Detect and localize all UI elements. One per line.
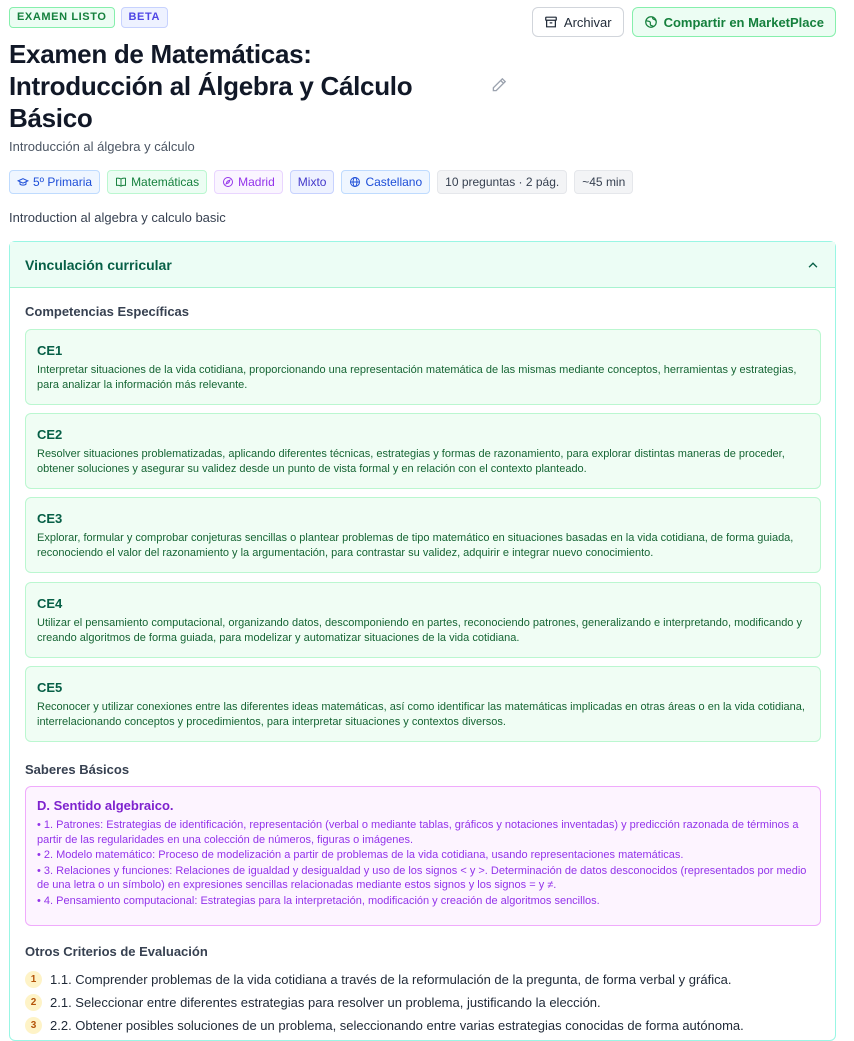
- globe-icon: [349, 176, 361, 188]
- saberes-title: Saberes Básicos: [25, 762, 130, 777]
- archive-button[interactable]: [532, 7, 624, 37]
- competencia-card: [25, 582, 821, 658]
- curricular-panel: [9, 241, 836, 1041]
- exam-description: Introduction al algebra y calculo basic: [9, 210, 226, 225]
- criterio-number: 3: [25, 1017, 42, 1034]
- saber-item: • 3. Relaciones y funciones: Relaciones de igualdad y desigualdad y uso de los signos < y >. Determinación de datos desconocidos (representados por medio de una letra o un símbolo) en expresiones sencillas relacionadas mediante estos signos y los signos = y ≠.: [37, 864, 807, 891]
- type-tag-label: Mixto: [297, 175, 327, 189]
- compass-icon: [222, 176, 234, 188]
- competencia-code: CE2: [37, 427, 63, 442]
- book-icon: [115, 176, 127, 188]
- curricular-panel-header[interactable]: [10, 242, 835, 288]
- competencia-card: [25, 413, 821, 489]
- criterio-text: 2.1. Seleccionar entre diferentes estrategias para resolver un problema, justificando la elección.: [50, 995, 601, 1010]
- criterio-item: [25, 968, 821, 991]
- grade-tag-label: 5º Primaria: [33, 175, 93, 189]
- exam-ready-badge: EXAMEN LISTO: [9, 7, 115, 28]
- subject-tag: [107, 170, 207, 194]
- saber-item: • 1. Patrones: Estrategias de identificación, representación (verbal o mediante tablas, gráficos y notaciones inventadas) y predicción razonada de términos a partir de las regularidades en una colección de números, figuras o imágenes.: [37, 819, 799, 846]
- region-tag: [214, 170, 283, 194]
- criterio-number: 1: [25, 971, 42, 988]
- header-actions: [532, 7, 836, 37]
- competencia-text: Reconocer y utilizar conexiones entre las diferentes ideas matemáticas, así como identificar las matemáticas implicadas en otras áreas o en la vida cotidiana, interrelacionando conceptos y procedimientos, para interpretar situaciones y contextos diversos.: [37, 701, 805, 728]
- criterio-item: [25, 1014, 821, 1037]
- questions-tag: [437, 170, 567, 194]
- graduation-cap-icon: [17, 176, 29, 188]
- criterio-item: [25, 991, 821, 1014]
- criterio-text: 2.2. Obtener posibles soluciones de un problema, seleccionando entre varias estrategias conocidas de forma autónoma.: [50, 1018, 744, 1033]
- saber-item: • 2. Modelo matemático: Proceso de modelización a partir de problemas de la vida cotidiana, usando representaciones matemáticas.: [37, 849, 684, 861]
- competencia-text: Resolver situaciones problematizadas, aplicando diferentes técnicas, estrategias y formas de razonamiento, para explorar distintas maneras de proceder, obtener soluciones y asegurar su validez desde un punto de vista formal y en relación con el contexto planteado.: [37, 448, 785, 475]
- archive-label: Archivar: [563, 14, 612, 30]
- exam-title-line-2: Introducción al Álgebra y Cálculo: [9, 71, 413, 101]
- duration-tag-label: ~45 min: [582, 175, 626, 189]
- language-tag: [341, 170, 430, 194]
- language-tag-label: Castellano: [365, 175, 423, 189]
- competencia-code: CE4: [37, 596, 63, 611]
- exam-tags: [9, 170, 633, 194]
- saberes-block-title: D. Sentido algebraico.: [37, 798, 174, 813]
- share-marketplace-button[interactable]: [632, 7, 836, 37]
- top-bar: [9, 7, 836, 39]
- status-badges: [9, 7, 168, 28]
- curricular-panel-title: Vinculación curricular: [25, 256, 172, 273]
- grade-tag: [9, 170, 100, 194]
- type-tag: [290, 170, 335, 194]
- chevron-up-icon[interactable]: [806, 258, 820, 272]
- archive-icon: [544, 15, 558, 29]
- exam-title-line-1: Examen de Matemáticas:: [9, 39, 312, 69]
- saberes-card: [25, 786, 821, 926]
- criterios-list: [25, 968, 821, 1037]
- exam-title: [9, 38, 489, 134]
- pencil-icon[interactable]: [490, 76, 508, 94]
- competencia-code: CE3: [37, 511, 63, 526]
- competencia-code: CE1: [37, 343, 63, 358]
- questions-tag-label: 10 preguntas · 2 pág.: [445, 175, 560, 189]
- competencia-code: CE5: [37, 680, 63, 695]
- competencia-card: [25, 329, 821, 405]
- competencia-text: Explorar, formular y comprobar conjeturas sencillas o plantear problemas de tipo matemático en situaciones basadas en la vida cotidiana, de forma guiada, reconociendo el valor del razonamiento y la argumentación, para contrastar su validez, adquirir e integrar nuevo conocimiento.: [37, 532, 794, 559]
- region-tag-label: Madrid: [238, 175, 275, 189]
- saber-item: • 4. Pensamiento computacional: Estrategias para la interpretación, modificación y creación de algoritmos sencillos.: [37, 894, 600, 907]
- share-label: Compartir en MarketPlace: [663, 14, 824, 30]
- criterios-title: Otros Criterios de Evaluación: [25, 944, 208, 959]
- competencia-text: Utilizar el pensamiento computacional, organizando datos, descomponiendo en partes, reconociendo patrones, generalizando e interpretando, modificando y creando algoritmos de forma guiada, para modelizar y automatizar situaciones de la vida cotidiana.: [37, 617, 802, 644]
- exam-title-line-3: Básico: [9, 103, 93, 133]
- competencia-card: [25, 666, 821, 742]
- exam-subtitle: Introducción al álgebra y cálculo: [9, 139, 195, 154]
- subject-tag-label: Matemáticas: [131, 175, 200, 189]
- criterio-text: 1.1. Comprender problemas de la vida cotidiana a través de la reformulación de la pregunta, de forma verbal y gráfica.: [50, 972, 732, 987]
- competencia-text: Interpretar situaciones de la vida cotidiana, proporcionando una representación matemática de las mismas mediante conceptos, herramientas y estrategias, para analizar la información más relevante.: [37, 364, 797, 391]
- competencias-title: Competencias Específicas: [25, 304, 190, 319]
- beta-badge: BETA: [121, 7, 169, 28]
- competencia-card: [25, 497, 821, 573]
- criterio-number: 2: [25, 994, 42, 1011]
- globe-icon: [644, 15, 658, 29]
- duration-tag: [574, 170, 633, 194]
